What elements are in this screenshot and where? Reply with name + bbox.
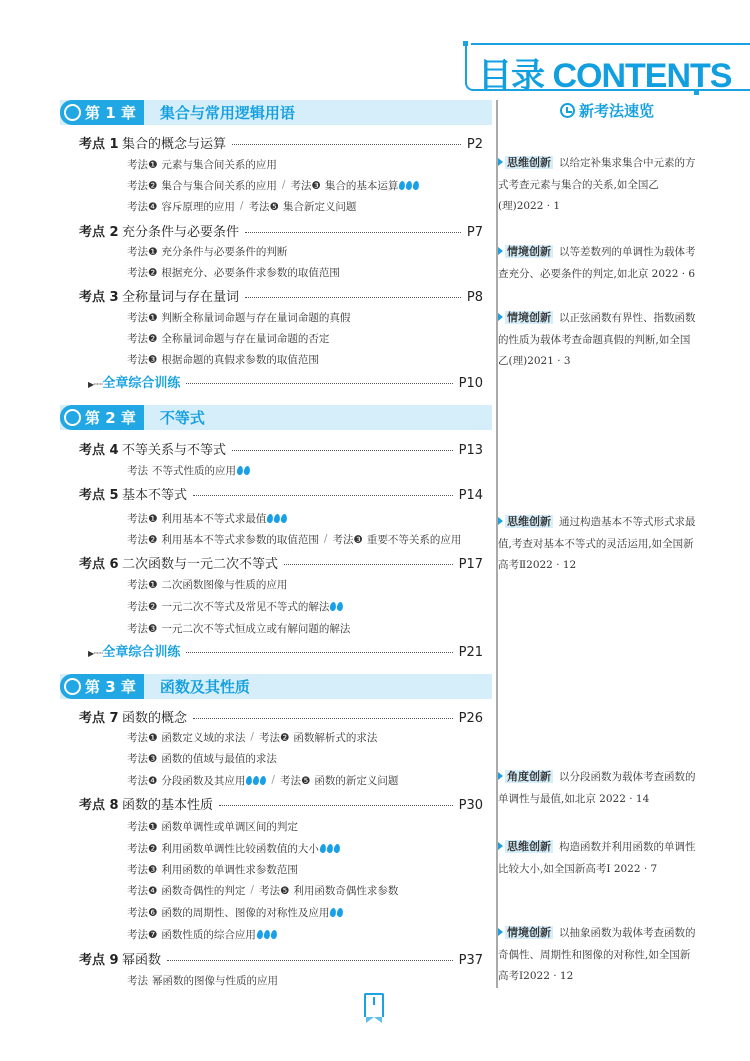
method-label: 考法❶ — [127, 158, 158, 171]
method-label: 考法❹ — [127, 200, 158, 213]
separator: / — [250, 731, 254, 743]
method-label: 考法❸ — [127, 353, 158, 366]
note-item — [498, 836, 698, 880]
method-label: 考法❷ — [127, 266, 158, 279]
dot-leader — [284, 564, 453, 565]
chapter-badge — [60, 405, 144, 430]
method-label: 考法❸ — [332, 533, 363, 546]
method-text: 函数定义域的求法 — [161, 731, 246, 744]
exam-point-label: 考点 3 — [79, 290, 119, 305]
flame-icon — [337, 601, 344, 611]
exam-point-title: 二次函数与一元二次不等式 — [122, 557, 279, 572]
method-row[interactable] — [127, 330, 329, 346]
exam-point-title: 不等关系与不等式 — [122, 443, 227, 458]
exam-point-row[interactable] — [79, 553, 483, 571]
review-label: 全章综合训练 — [102, 645, 181, 660]
method-row[interactable] — [127, 198, 356, 214]
exam-point-label: 考点 2 — [79, 225, 119, 240]
method-row[interactable] — [127, 620, 350, 636]
exam-point-label: 考点 1 — [79, 137, 119, 152]
chapter-title: 不等式 — [159, 409, 205, 427]
note-text: 以给定补集求集合中元素的方式考查元素与集合的关系,如全国乙(理)2022 · 1 — [498, 157, 696, 212]
method-row[interactable] — [127, 840, 340, 856]
chapter-number: 第 1 章 — [85, 104, 136, 122]
exam-point-title: 集合的概念与运算 — [122, 137, 227, 152]
note-tag: 情境创新 — [507, 311, 551, 324]
method-row[interactable] — [127, 818, 298, 834]
exam-point-label: 考点 9 — [79, 953, 119, 968]
method-row[interactable] — [127, 576, 287, 592]
method-text: 函数的周期性、图像的对称性及应用 — [161, 906, 330, 919]
exam-point-row[interactable] — [79, 221, 483, 239]
triangle-marker-icon — [498, 158, 503, 166]
method-text: 函数的新定义问题 — [314, 774, 399, 787]
chapter-number: 第 3 章 — [85, 678, 136, 696]
method-text: 二次函数图像与性质的应用 — [161, 578, 288, 591]
method-text: 元素与集合间关系的应用 — [161, 158, 277, 171]
exam-point-row[interactable] — [79, 949, 483, 967]
method-row[interactable] — [127, 510, 287, 526]
note-text: 以抽象函数为载体考查函数的奇偶性、周期性和图像的对称性,如全国新高考Ⅰ2022 · 12 — [498, 927, 696, 982]
method-label: 考法❷ — [258, 731, 290, 744]
note-tag: 思维创新 — [507, 156, 551, 169]
chapter-badge — [60, 100, 144, 125]
note-tag: 思维创新 — [507, 840, 551, 853]
page-number-badge: I — [364, 993, 384, 1017]
flame-icon — [337, 907, 344, 917]
chapter-header[interactable] — [60, 100, 492, 125]
exam-point-label: 考点 4 — [79, 443, 119, 458]
note-text: 以正弦函数有界性、指数函数的性质为载体考查命题真假的判断,如全国乙(理)2021 · 3 — [498, 312, 696, 367]
method-text: 集合的基本运算 — [324, 179, 399, 192]
method-row[interactable] — [127, 926, 277, 942]
method-text: 充分条件与必要条件的判断 — [161, 245, 288, 258]
chapter-number: 第 2 章 — [85, 409, 136, 427]
note-item — [498, 511, 698, 577]
separator: / — [281, 179, 286, 191]
dot-leader — [245, 232, 461, 233]
page-ref: P7 — [466, 225, 483, 240]
page-ref: P14 — [458, 488, 483, 503]
triangle-marker-icon — [498, 842, 503, 850]
method-label: 考法❸ — [127, 622, 158, 635]
note-item — [498, 766, 698, 810]
flame-icon — [333, 843, 340, 853]
chapter-badge — [60, 674, 144, 699]
method-row[interactable] — [127, 598, 343, 614]
page-ref: P30 — [458, 798, 483, 813]
method-text: 函数单调性或单调区间的判定 — [161, 820, 298, 833]
method-label: 考法❺ — [248, 200, 279, 213]
method-text: 集合与集合间关系的应用 — [161, 179, 277, 192]
chapter-review-row[interactable] — [88, 641, 483, 660]
chapter-header[interactable] — [60, 405, 492, 430]
dot-leader — [186, 383, 452, 384]
method-text: 分段函数及其应用 — [161, 774, 246, 787]
method-label: 考法❷ — [127, 600, 158, 613]
flame-icon — [281, 513, 288, 523]
note-item — [498, 307, 698, 373]
separator: / — [271, 774, 275, 786]
separator: / — [250, 884, 254, 896]
exam-point-label: 考点 6 — [79, 557, 119, 572]
method-label: 考法 — [127, 974, 148, 987]
separator: / — [323, 533, 328, 545]
flame-icon — [326, 843, 333, 853]
method-text: 幂函数的图像与性质的应用 — [152, 974, 278, 987]
method-row[interactable] — [127, 462, 250, 478]
note-item — [498, 241, 698, 285]
method-text: 利用基本不等式求参数的取值范围 — [161, 533, 319, 546]
method-text: 判断全称量词命题与存在量词命题的真假 — [161, 311, 351, 324]
method-label: 考法❸ — [127, 752, 158, 765]
method-label: 考法❹ — [127, 774, 158, 787]
method-text: 一元二次不等式及常见不等式的解法 — [161, 600, 330, 613]
flame-icon — [243, 465, 250, 475]
arrow-icon: ▶······ — [88, 380, 103, 389]
method-label: 考法❷ — [127, 842, 158, 855]
page-ref: P21 — [458, 645, 483, 660]
chapter-review-row[interactable] — [88, 372, 483, 391]
triangle-marker-icon — [498, 517, 503, 525]
page-ref: P10 — [458, 376, 483, 391]
exam-point-title: 基本不等式 — [122, 488, 188, 503]
method-text: 利用函数单调性比较函数值的大小 — [161, 842, 319, 855]
method-row[interactable] — [127, 882, 398, 898]
method-label: 考法❷ — [127, 179, 158, 192]
note-item — [498, 152, 698, 218]
method-label: 考法❶ — [127, 820, 158, 833]
note-text: 以等差数列的单调性为载体考查充分、必要条件的判定,如北京 2022 · 6 — [498, 246, 696, 280]
method-text: 利用函数奇偶性求参数 — [293, 884, 399, 897]
triangle-marker-icon — [498, 313, 503, 321]
triangle-marker-icon — [498, 247, 503, 255]
page-ref: P2 — [466, 137, 483, 152]
flame-icon — [413, 180, 420, 190]
review-label: 全章综合训练 — [102, 376, 181, 391]
method-text: 集合新定义问题 — [282, 200, 357, 213]
note-tag: 思维创新 — [507, 515, 551, 528]
flame-icon — [263, 929, 270, 939]
method-row[interactable] — [127, 156, 277, 172]
method-row[interactable] — [127, 772, 398, 788]
subtitle-text: 新考法速览 — [579, 102, 655, 120]
exam-point-title: 函数的基本性质 — [122, 798, 214, 813]
note-text: 通过构造基本不等式形式求最值,考查对基本不等式的灵活运用,如全国新高考Ⅱ2022 · 12 — [498, 516, 696, 571]
exam-point-row[interactable] — [79, 794, 483, 812]
separator: / — [239, 200, 244, 212]
flame-icon — [319, 843, 326, 853]
method-text: 函数解析式的求法 — [293, 731, 378, 744]
exam-point-title: 全称量词与存在量词 — [122, 290, 240, 305]
method-label: 考法❶ — [127, 311, 158, 324]
method-text: 重要不等关系的应用 — [366, 533, 462, 546]
chapter-icon — [64, 678, 81, 695]
dot-leader — [193, 718, 453, 719]
method-row[interactable] — [127, 243, 287, 259]
method-label: 考法❷ — [127, 533, 158, 546]
method-text: 不等式性质的应用 — [152, 464, 236, 477]
note-item — [498, 922, 698, 988]
method-label: 考法❸ — [127, 863, 158, 876]
method-text: 全称量词命题与存在量词命题的否定 — [161, 332, 330, 345]
exam-point-title: 函数的概念 — [122, 711, 188, 726]
method-label: 考法❺ — [258, 884, 290, 897]
corner-square — [463, 41, 468, 46]
flame-icon — [270, 929, 277, 939]
triangle-marker-icon — [498, 928, 503, 936]
exam-point-label: 考点 8 — [79, 798, 119, 813]
flame-icon — [260, 775, 267, 785]
page-ref: P13 — [458, 443, 483, 458]
dot-leader — [219, 805, 453, 806]
method-text: 利用基本不等式求最值 — [161, 512, 267, 525]
dot-leader — [232, 144, 461, 145]
exam-point-label: 考点 7 — [79, 711, 119, 726]
dot-leader — [245, 297, 461, 298]
arrow-icon: ▶······ — [88, 649, 103, 658]
chapter-title: 集合与常用逻辑用语 — [159, 104, 295, 122]
chapter-title: 函数及其性质 — [159, 678, 250, 696]
method-text: 函数的值域与最值的求法 — [161, 752, 277, 765]
note-text: 构造函数并利用函数的单调性比较大小,如全国新高考Ⅰ 2022 · 7 — [498, 841, 696, 875]
method-label: 考法❹ — [127, 884, 158, 897]
method-label: 考法❺ — [279, 774, 311, 787]
exam-point-label: 考点 5 — [79, 488, 119, 503]
method-label: 考法❸ — [290, 179, 321, 192]
method-row[interactable] — [127, 309, 350, 325]
note-tag: 角度创新 — [507, 770, 551, 783]
exam-point-row[interactable] — [79, 484, 483, 502]
method-label: 考法❶ — [127, 245, 158, 258]
flame-icon — [256, 929, 263, 939]
method-label: 考法 — [127, 464, 148, 477]
method-row[interactable] — [127, 750, 277, 766]
chapter-icon — [64, 104, 81, 121]
method-label: 考法❷ — [127, 332, 158, 345]
method-label: 考法❶ — [127, 731, 158, 744]
page-ref: P26 — [458, 711, 483, 726]
method-row[interactable] — [127, 531, 461, 547]
page-ref: P17 — [458, 557, 483, 572]
method-text: 容斥原理的应用 — [161, 200, 235, 213]
method-row[interactable] — [127, 729, 377, 745]
flame-icon — [236, 465, 243, 475]
exam-point-row[interactable] — [79, 133, 483, 151]
dot-leader — [186, 652, 452, 653]
method-row[interactable] — [127, 264, 340, 280]
method-row[interactable] — [127, 351, 319, 367]
exam-point-title: 幂函数 — [122, 953, 162, 968]
method-row[interactable] — [127, 904, 343, 920]
note-tag: 情境创新 — [507, 245, 551, 258]
page-title: 目录 CONTENTS — [478, 57, 732, 95]
method-label: 考法❻ — [127, 906, 158, 919]
method-text: 根据命题的真假求参数的取值范围 — [161, 353, 319, 366]
dot-leader — [232, 450, 453, 451]
chapter-header[interactable] — [60, 674, 492, 699]
exam-point-row[interactable] — [79, 286, 483, 304]
page-ref: P37 — [458, 953, 483, 968]
note-tag: 情境创新 — [507, 926, 551, 939]
method-text: 利用函数的单调性求参数范围 — [161, 863, 298, 876]
method-row[interactable] — [127, 177, 419, 193]
dot-leader — [167, 960, 453, 961]
chapter-icon — [64, 409, 81, 426]
exam-point-title: 充分条件与必要条件 — [122, 225, 240, 240]
triangle-marker-icon — [498, 772, 503, 780]
section-subtitle — [560, 100, 654, 121]
dot-leader — [193, 495, 453, 496]
method-row[interactable] — [127, 972, 278, 988]
page-ref: P8 — [466, 290, 483, 305]
method-label: 考法❶ — [127, 512, 158, 525]
method-text: 函数奇偶性的判定 — [161, 884, 246, 897]
method-label: 考法❶ — [127, 578, 158, 591]
exam-point-row[interactable] — [79, 707, 483, 725]
method-text: 函数性质的综合应用 — [161, 928, 256, 941]
exam-point-row[interactable] — [79, 439, 483, 457]
method-row[interactable] — [127, 861, 298, 877]
method-text: 根据充分、必要条件求参数的取值范围 — [161, 266, 340, 279]
method-label: 考法❼ — [127, 928, 158, 941]
method-text: 一元二次不等式恒成立或有解问题的解法 — [161, 622, 351, 635]
note-text: 以分段函数为载体考查函数的单调性与最值,如北京 2022 · 14 — [498, 771, 696, 805]
clock-icon — [560, 103, 575, 118]
